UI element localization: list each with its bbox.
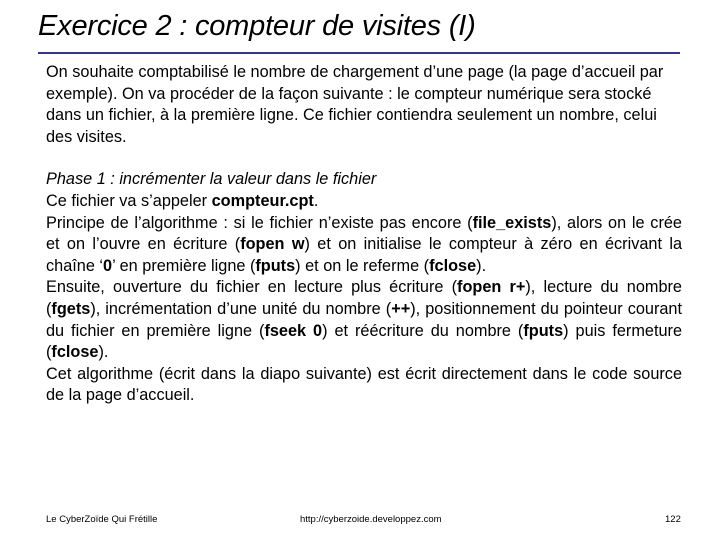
- file-line-end: .: [313, 191, 319, 210]
- algo-text: ) et on initialise le compteur à zéro en écrivant la chaîne ‘: [46, 235, 683, 275]
- keyword: ++: [391, 299, 411, 318]
- then-text: ), positionnement du pointeur courant du fichier en première ligne (: [46, 299, 682, 340]
- keyword: fputs: [523, 321, 564, 340]
- then-text: ), lecture du nombre (: [46, 278, 682, 318]
- keyword: fopen w: [240, 235, 305, 254]
- keyword: file_exists: [472, 213, 552, 232]
- filename: compteur.cpt: [211, 191, 314, 210]
- then-text: ).: [98, 343, 109, 362]
- footer-author: Le CyberZoïde Qui Frétille: [46, 514, 158, 525]
- keyword: fputs: [255, 256, 296, 275]
- algorithm-paragraph: [46, 213, 682, 278]
- then-text: ), incrémentation d’une unité du nombre (: [90, 299, 392, 318]
- then-text: Ensuite, ouverture du fichier en lecture plus écriture (: [46, 278, 458, 297]
- title-rule: [38, 52, 680, 54]
- page-number: 122: [665, 514, 681, 525]
- then-paragraph: [46, 277, 682, 363]
- keyword: fseek 0: [264, 321, 323, 340]
- closing-paragraph: Cet algorithme (écrit dans la diapo suivante) est écrit directement dans le code source de la page d’accueil.: [46, 364, 682, 405]
- footer-url[interactable]: http://cyberzoide.developpez.com: [300, 514, 442, 525]
- keyword: fclose: [51, 343, 99, 362]
- algo-text: ) et on le referme (: [295, 256, 430, 275]
- keyword: fgets: [51, 299, 91, 318]
- algo-text: Principe de l’algorithme : si le fichier n’existe pas encore (: [46, 213, 473, 232]
- algo-text: ), alors on le crée et on l’ouvre en écriture (: [46, 213, 682, 254]
- slide-body: [46, 62, 682, 407]
- file-line: [46, 191, 682, 213]
- algo-text: ).: [476, 256, 487, 275]
- keyword: 0: [103, 256, 113, 275]
- then-text: ) puis fermeture (: [46, 321, 682, 362]
- slide-title: Exercice 2 : compteur de visites (I): [38, 10, 476, 42]
- algo-text: ’ en première ligne (: [112, 256, 256, 275]
- keyword: fopen r+: [457, 278, 526, 297]
- keyword: fclose: [429, 256, 477, 275]
- file-line-text: Ce fichier va s’appeler: [46, 191, 212, 210]
- then-text: ) et réécriture du nombre (: [322, 321, 524, 340]
- phase-heading: Phase 1 : incrémenter la valeur dans le fichier: [46, 170, 377, 189]
- intro-paragraph: On souhaite comptabilisé le nombre de chargement d’une page (la page d’accueil par exemple). On va procéder de la façon suivante : le compteur numérique sera stocké dans un fichier, à la première ligne. Ce fichier contiendra seulement un nombre, celui des visites.: [46, 63, 664, 146]
